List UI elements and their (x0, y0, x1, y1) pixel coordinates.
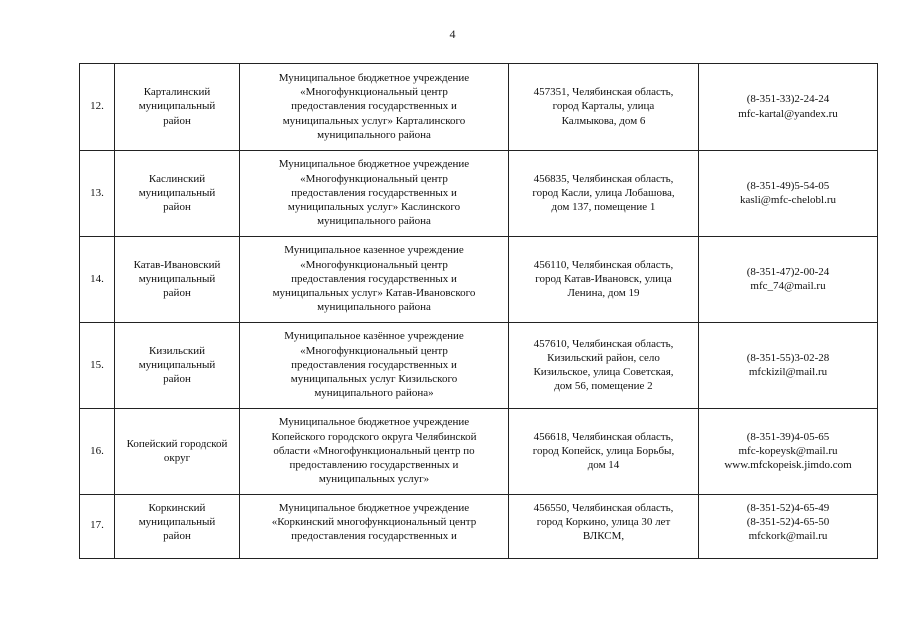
row-number-cell: 12. (80, 64, 115, 151)
table-row (80, 237, 878, 323)
row-number-cell: 14. (80, 237, 115, 323)
contacts-cell: (8-351-39)4-05-65 mfc-kopeysk@mail.ru www.mfckopeisk.jimdo.com (699, 409, 878, 495)
row-number-cell: 16. (80, 409, 115, 495)
contacts-cell: (8-351-47)2-00-24 mfc_74@mail.ru (699, 237, 878, 323)
address-cell: 457610, Челябинская область, Кизильский район, село Кизильское, улица Советская, дом 56, помещение 2 (509, 323, 699, 409)
municipality-cell: Кизильский муниципальный район (115, 323, 240, 409)
organization-cell: Муниципальное казённое учреждение «Многофункциональный центр предоставления государственных и муниципальных услуг Кизильского муниципального района» (240, 323, 509, 409)
organization-cell: Муниципальное казенное учреждение «Многофункциональный центр предоставления государственных и муниципальных услуг» Катав-Ивановского муниципального района (240, 237, 509, 323)
organization-cell: Муниципальное бюджетное учреждение «Многофункциональный центр предоставления государственных и муниципальных услуг» Карталинского муниципального района (240, 64, 509, 151)
address-cell: 456110, Челябинская область, город Катав-Ивановск, улица Ленина, дом 19 (509, 237, 699, 323)
table-row (80, 495, 878, 559)
contacts-cell: (8-351-52)4-65-49 (8-351-52)4-65-50 mfckork@mail.ru (699, 495, 878, 559)
contacts-cell: (8-351-55)3-02-28 mfckizil@mail.ru (699, 323, 878, 409)
contacts-cell: (8-351-33)2-24-24 mfc-kartal@yandex.ru (699, 64, 878, 151)
table-row (80, 151, 878, 237)
organization-cell: Муниципальное бюджетное учреждение «Коркинский многофункциональный центр предоставления государственных и (240, 495, 509, 559)
row-number-cell: 13. (80, 151, 115, 237)
row-number-cell: 17. (80, 495, 115, 559)
address-cell: 456835, Челябинская область, город Касли, улица Лобашова, дом 137, помещение 1 (509, 151, 699, 237)
address-cell: 456618, Челябинская область, город Копейск, улица Борьбы, дом 14 (509, 409, 699, 495)
table-row (80, 323, 878, 409)
row-number-cell: 15. (80, 323, 115, 409)
contacts-cell: (8-351-49)5-54-05 kasli@mfc-chelobl.ru (699, 151, 878, 237)
organization-cell: Муниципальное бюджетное учреждение «Многофункциональный центр предоставления государственных и муниципальных услуг» Каслинского муниципального района (240, 151, 509, 237)
municipality-cell: Коркинский муниципальный район (115, 495, 240, 559)
mfc-registry-table (79, 63, 878, 559)
address-cell: 456550, Челябинская область, город Коркино, улица 30 лет ВЛКСМ, (509, 495, 699, 559)
municipality-cell: Карталинский муниципальный район (115, 64, 240, 151)
organization-cell: Муниципальное бюджетное учреждение Копейского городского округа Челябинской области «Многофункциональный центр по предоставлению государственных и муниципальных услуг» (240, 409, 509, 495)
table-row (80, 409, 878, 495)
municipality-cell: Катав-Ивановский муниципальный район (115, 237, 240, 323)
address-cell: 457351, Челябинская область, город Карталы, улица Калмыкова, дом 6 (509, 64, 699, 151)
municipality-cell: Копейский городской округ (115, 409, 240, 495)
municipality-cell: Каслинский муниципальный район (115, 151, 240, 237)
page-number: 4 (449, 27, 456, 41)
table-row (80, 64, 878, 151)
